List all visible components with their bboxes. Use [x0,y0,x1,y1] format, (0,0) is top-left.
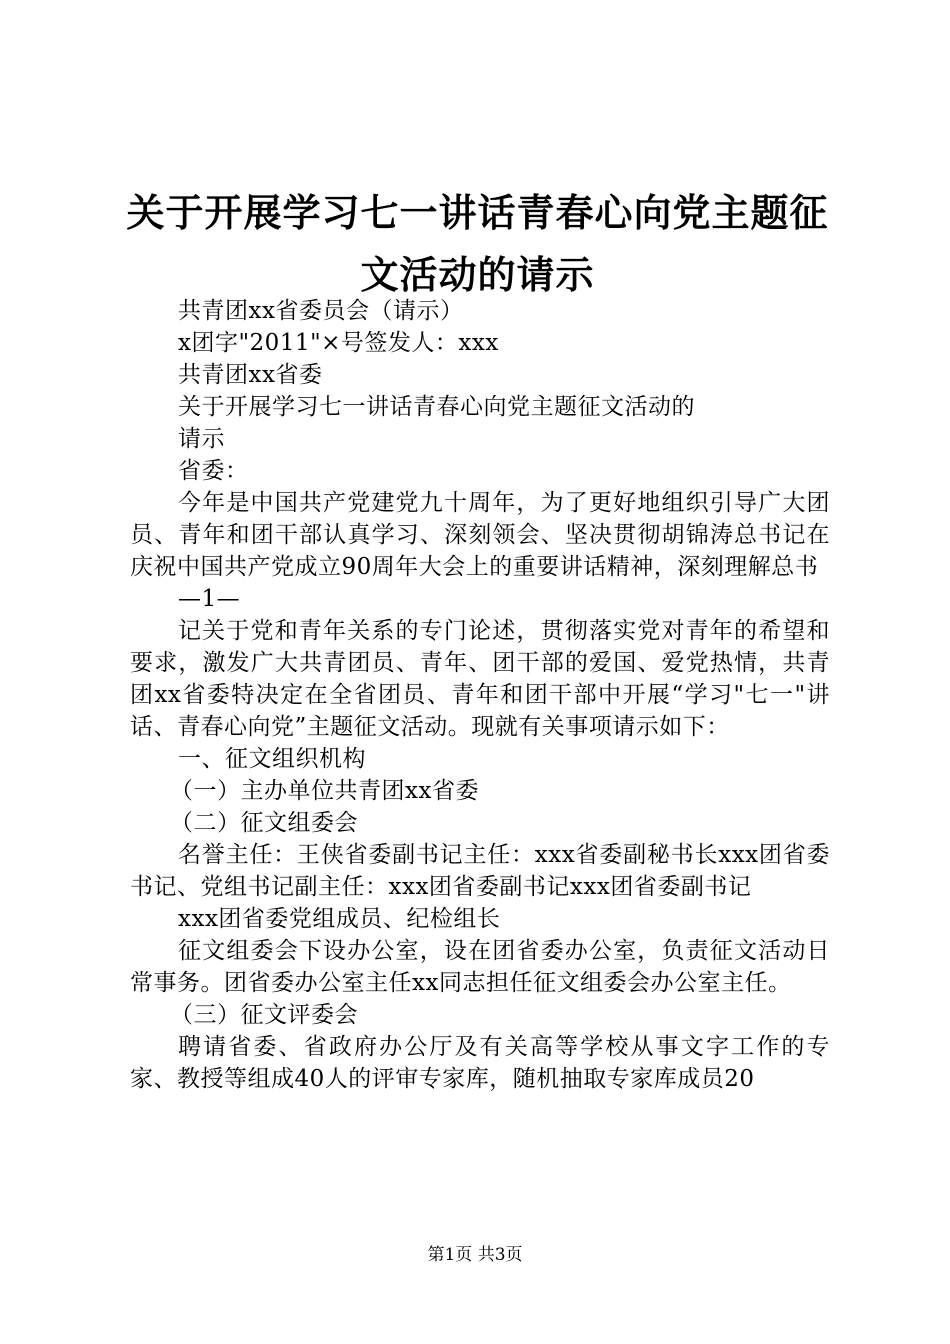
document-title: 关于开展学习七一讲话青春心向党主题征文活动的请示 [126,191,829,297]
paragraph-committee-member-extra: xxx团省委党组成员、纪检组长 [178,906,501,932]
paragraph-judging-panel: 聘请省委、省政府办公厅及有关高等学校从事文字工作的专家、教授等组成40人的评审专家库，随机抽取专家库成员20 [130,1034,830,1092]
subsection-organizer: （一）主办单位共青团xx省委 [170,778,479,804]
subsection-committee: （二）征文组委会 [170,810,358,836]
section-heading-organization: 一、征文组织机构 [178,746,366,772]
paragraph-intro: 今年是中国共产党建党九十周年，为了更好地组织引导广大团员、青年和团干部认真学习、深刻领会、坚决贯彻胡锦涛总书记在庆祝中国共产党成立90周年大会上的重要讲话精神，深刻理解总书 [130,490,830,580]
paragraph-purpose: 记关于党和青年关系的专门论述，贯彻落实党对青年的希望和要求，激发广大共青团员、青年、团干部的爱国、爱党热情，共青团xx省委特决定在全省团员、青年和团干部中开展“学习"七一"讲话、青春心向党”主题征文活动。现就有关事项请示如下： [130,618,830,740]
sender-line: 共青团xx省委 [178,362,323,388]
salutation: 省委： [178,458,249,484]
paragraph-committee-office: 征文组委会下设办公室，设在团省委办公室，负责征文活动日常事务。团省委办公室主任xx同志担任征文组委会办公室主任。 [130,938,830,996]
paragraph-committee-members: 名誉主任：王侠省委副书记主任：xxx省委副秘书长xxx团省委书记、党组书记副主任：xxx团省委副书记xxx团省委副书记 [130,842,830,900]
issuer-line: 共青团xx省委员会（请示） [178,298,464,324]
doc-number-line: x团字"2011"×号签发人：xxx [178,330,499,356]
document-body [130,295,830,1095]
page-marker: —1— [178,586,241,612]
subsection-judging-panel: （三）征文评委会 [170,1002,358,1028]
page-footer: 第1页 共3页 [427,1245,523,1265]
subject-line-1: 关于开展学习七一讲话青春心向党主题征文活动的 [178,394,695,420]
subject-line-2: 请示 [178,426,225,452]
